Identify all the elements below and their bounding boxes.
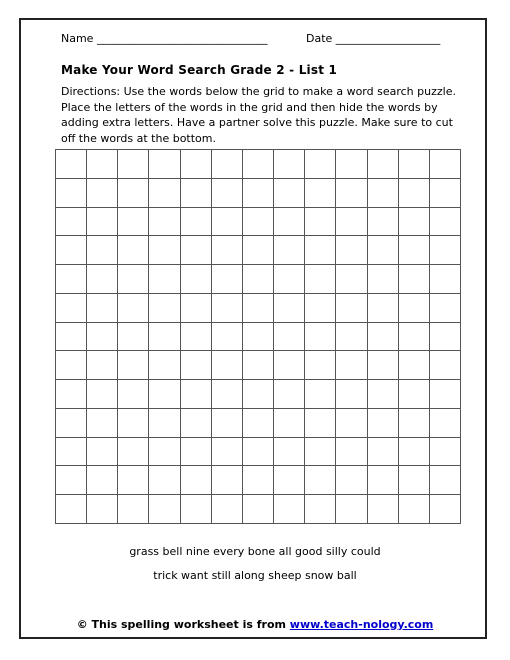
grid-cell [399, 438, 430, 467]
grid-cell [430, 265, 461, 294]
grid-cell [87, 351, 118, 380]
grid-cell [274, 236, 305, 265]
grid-cell [149, 179, 180, 208]
grid-cell [181, 438, 212, 467]
grid-cell [336, 438, 367, 467]
grid-cell [212, 323, 243, 352]
grid-cell [243, 409, 274, 438]
grid-cell [368, 380, 399, 409]
grid-cell [212, 351, 243, 380]
grid-cell [274, 409, 305, 438]
grid-cell [243, 323, 274, 352]
grid-cell [336, 380, 367, 409]
grid-cell [336, 323, 367, 352]
grid-cell [149, 466, 180, 495]
grid-cell [149, 265, 180, 294]
grid-cell [274, 208, 305, 237]
grid-cell [56, 380, 87, 409]
grid-cell [274, 179, 305, 208]
grid-cell [87, 495, 118, 524]
grid-cell [399, 495, 430, 524]
grid-cell [118, 236, 149, 265]
grid-cell [368, 351, 399, 380]
grid-cell [274, 323, 305, 352]
grid-cell [399, 208, 430, 237]
grid-cell [56, 179, 87, 208]
grid-cell [368, 179, 399, 208]
grid-cell [243, 438, 274, 467]
grid-cell [212, 294, 243, 323]
grid-cell [149, 495, 180, 524]
grid-cell [305, 466, 336, 495]
grid-cell [56, 150, 87, 179]
grid-cell [212, 466, 243, 495]
grid-cell [118, 294, 149, 323]
grid-cell [243, 150, 274, 179]
grid-cell [399, 236, 430, 265]
grid-cell [181, 265, 212, 294]
grid-cell [399, 323, 430, 352]
grid-cell [368, 323, 399, 352]
grid-cell [399, 351, 430, 380]
grid-cell [243, 294, 274, 323]
grid-cell [305, 380, 336, 409]
grid-cell [368, 236, 399, 265]
grid-cell [149, 380, 180, 409]
grid-cell [56, 208, 87, 237]
grid-cell [212, 150, 243, 179]
grid-cell [56, 409, 87, 438]
word-search-grid [55, 149, 461, 524]
grid-cell [336, 236, 367, 265]
grid-cell [243, 466, 274, 495]
grid-cell [399, 179, 430, 208]
grid-cell [87, 466, 118, 495]
grid-cell [336, 208, 367, 237]
grid-cell [181, 236, 212, 265]
grid-cell [399, 380, 430, 409]
directions-text: Directions: Use the words below the grid to make a word search puzzle. Place the letters of the words in the grid and then hide the words by adding extra letters. Have a partner solve this puzzle. Make sure to cut off the words at the bottom. [61, 85, 456, 145]
grid-cell [87, 236, 118, 265]
grid-cell [430, 236, 461, 265]
grid-cell [56, 323, 87, 352]
grid-cell [399, 150, 430, 179]
grid-cell [149, 208, 180, 237]
grid-cell [181, 466, 212, 495]
grid-cell [87, 294, 118, 323]
grid-cell [305, 150, 336, 179]
grid-cell [212, 380, 243, 409]
grid-cell [118, 208, 149, 237]
grid-cell [305, 179, 336, 208]
footer-credit-text: © This spelling worksheet is from [76, 618, 290, 631]
grid-cell [118, 351, 149, 380]
grid-cell [399, 265, 430, 294]
grid-cell [212, 265, 243, 294]
grid-cell [430, 409, 461, 438]
footer-credit [0, 618, 510, 631]
grid-cell [87, 150, 118, 179]
grid-cell [336, 466, 367, 495]
word-list-line-1: grass bell nine every bone all good silly could [129, 545, 381, 558]
grid-cell [368, 208, 399, 237]
grid-cell [181, 294, 212, 323]
grid-cell [430, 294, 461, 323]
grid-cell [149, 351, 180, 380]
grid-cell [430, 179, 461, 208]
grid-cell [368, 150, 399, 179]
grid-cell [305, 351, 336, 380]
grid-cell [274, 294, 305, 323]
grid-cell [149, 236, 180, 265]
grid-cell [430, 380, 461, 409]
grid-cell [118, 409, 149, 438]
grid-cell [243, 208, 274, 237]
grid-cell [212, 409, 243, 438]
grid-cell [243, 351, 274, 380]
grid-cell [336, 265, 367, 294]
grid-cell [305, 323, 336, 352]
grid-cell [399, 466, 430, 495]
grid-cell [430, 323, 461, 352]
grid-cell [368, 294, 399, 323]
grid-cell [87, 265, 118, 294]
grid-cell [181, 351, 212, 380]
grid-cell [243, 265, 274, 294]
grid-cell [149, 409, 180, 438]
grid-cell [56, 236, 87, 265]
grid-cell [368, 495, 399, 524]
grid-cell [430, 351, 461, 380]
grid-cell [87, 409, 118, 438]
grid-cell [118, 466, 149, 495]
grid-cell [181, 179, 212, 208]
grid-cell [336, 409, 367, 438]
grid-cell [274, 495, 305, 524]
grid-cell [399, 294, 430, 323]
grid-cell [87, 380, 118, 409]
grid-cell [212, 438, 243, 467]
grid-cell [336, 179, 367, 208]
grid-cell [243, 495, 274, 524]
grid-cell [56, 294, 87, 323]
grid-cell [305, 294, 336, 323]
grid-cell [336, 150, 367, 179]
grid-cell [305, 438, 336, 467]
teach-nology-link[interactable]: www.teach-nology.com [289, 618, 434, 631]
grid-cell [243, 236, 274, 265]
worksheet-title: Make Your Word Search Grade 2 - List 1 [61, 63, 338, 77]
grid-cell [212, 179, 243, 208]
word-list-line-2: trick want still along sheep snow ball [153, 569, 357, 582]
grid-cell [212, 208, 243, 237]
grid-cell [149, 294, 180, 323]
grid-cell [149, 438, 180, 467]
grid-cell [87, 179, 118, 208]
grid-cell [243, 179, 274, 208]
grid-cell [118, 495, 149, 524]
grid-cell [243, 380, 274, 409]
grid-cell [368, 409, 399, 438]
grid-cell [118, 438, 149, 467]
grid-cell [181, 409, 212, 438]
grid-cell [399, 409, 430, 438]
grid-cell [274, 351, 305, 380]
grid-cell [149, 150, 180, 179]
grid-cell [118, 323, 149, 352]
grid-cell [305, 409, 336, 438]
grid-cell [118, 150, 149, 179]
grid-cell [149, 323, 180, 352]
grid-cell [274, 380, 305, 409]
grid-cell [118, 265, 149, 294]
grid-cell [336, 294, 367, 323]
grid-cell [181, 150, 212, 179]
date-field-label: Date ___________________ [306, 32, 441, 45]
grid-cell [212, 236, 243, 265]
grid-cell [181, 208, 212, 237]
grid-cell [212, 495, 243, 524]
grid-cell [430, 466, 461, 495]
grid-cell [430, 495, 461, 524]
grid-cell [181, 380, 212, 409]
grid-cell [56, 466, 87, 495]
grid-cell [87, 438, 118, 467]
grid-cell [430, 150, 461, 179]
grid-cell [181, 323, 212, 352]
grid-cell [336, 495, 367, 524]
grid-cell [305, 208, 336, 237]
grid-cell [274, 466, 305, 495]
grid-cell [87, 208, 118, 237]
grid-cell [87, 323, 118, 352]
grid-cell [274, 150, 305, 179]
grid-cell [56, 495, 87, 524]
grid-cell [118, 380, 149, 409]
grid-cell [430, 208, 461, 237]
grid-cell [274, 265, 305, 294]
grid-cell [56, 351, 87, 380]
grid-cell [430, 438, 461, 467]
grid-cell [56, 438, 87, 467]
grid-cell [368, 265, 399, 294]
grid-cell [274, 438, 305, 467]
grid-cell [336, 351, 367, 380]
grid-cell [305, 236, 336, 265]
grid-cell [181, 495, 212, 524]
grid-cell [305, 265, 336, 294]
grid-cell [305, 495, 336, 524]
grid-cell [368, 438, 399, 467]
grid-cell [118, 179, 149, 208]
name-field-label: Name _______________________________ [61, 32, 268, 45]
grid-cell [368, 466, 399, 495]
grid-cell [56, 265, 87, 294]
